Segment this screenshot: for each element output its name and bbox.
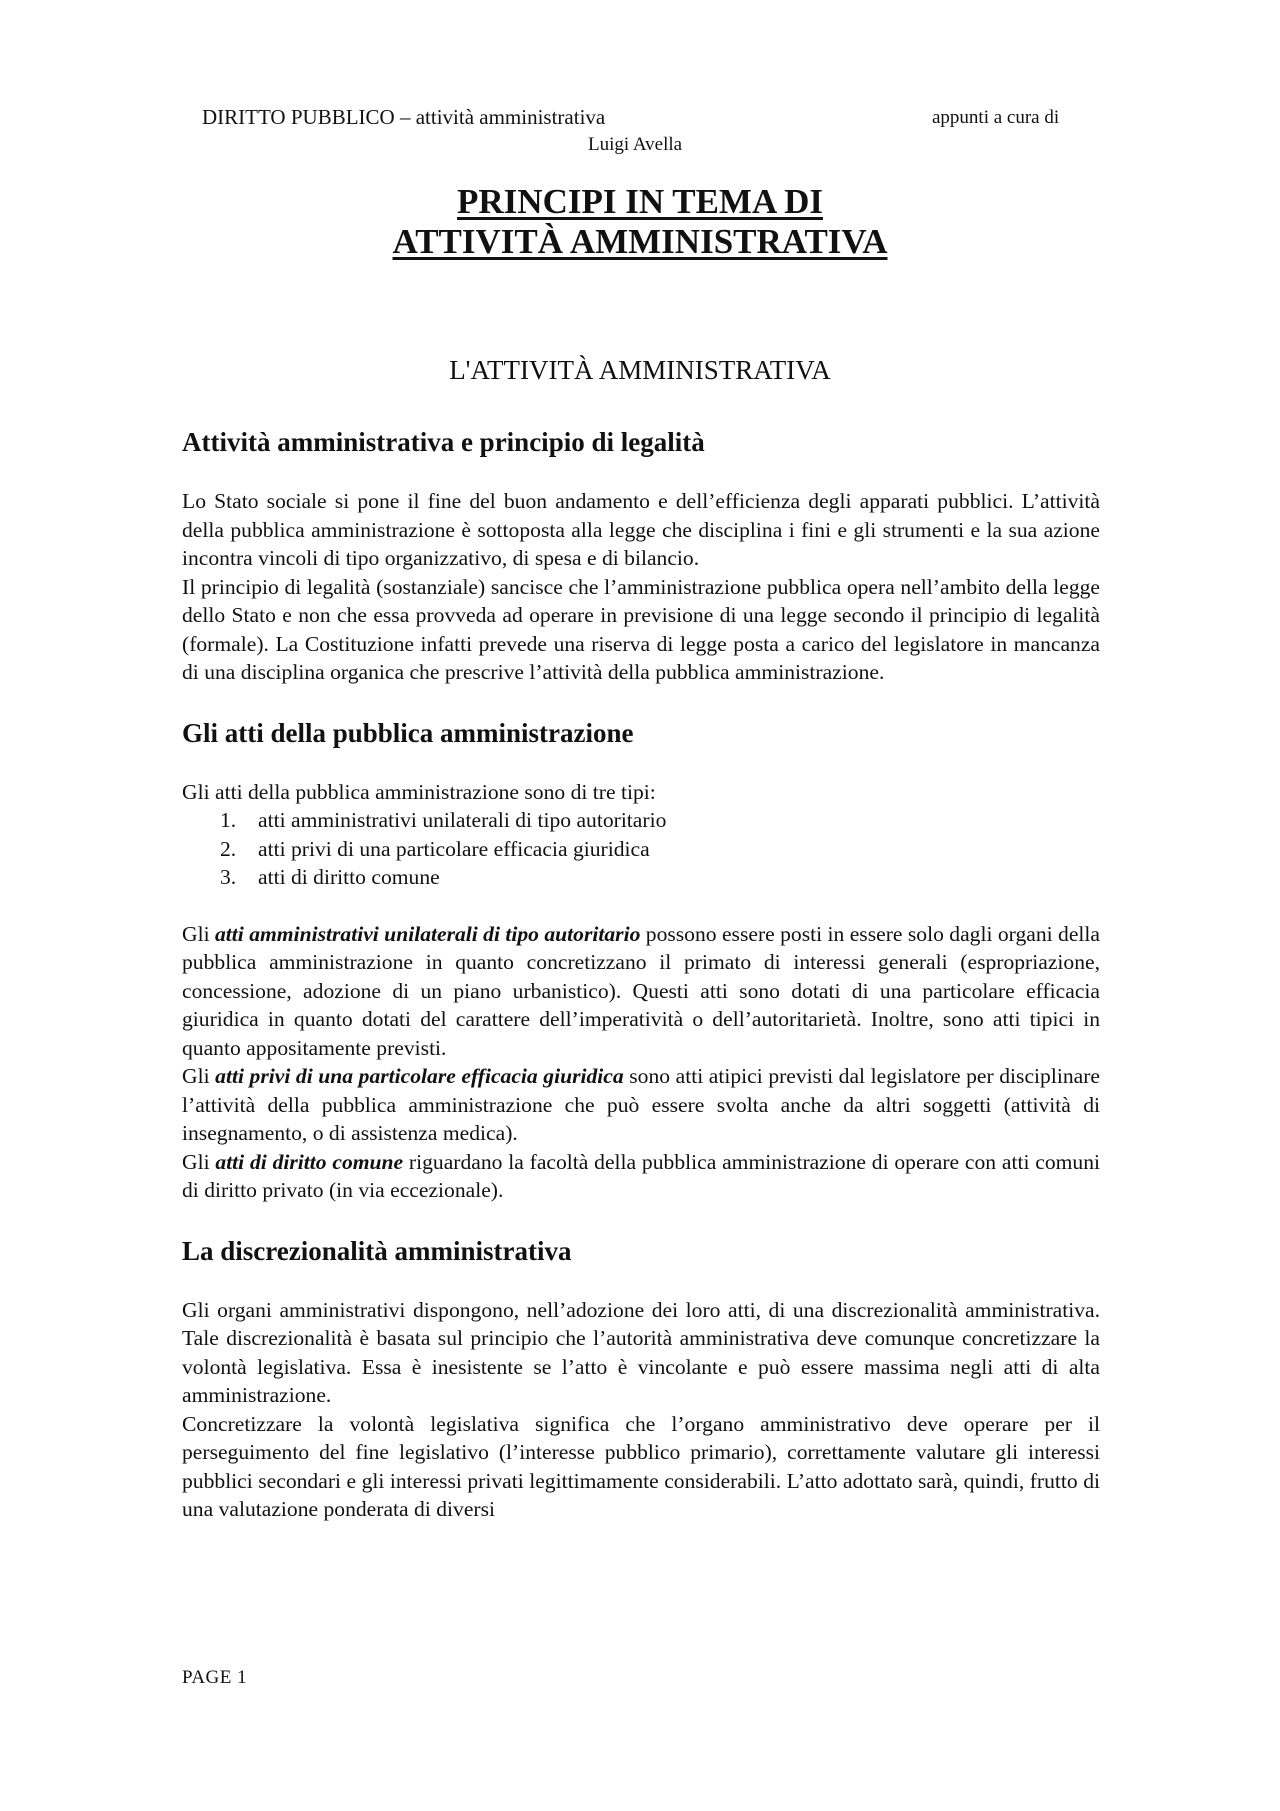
- list-item: [220, 863, 1100, 892]
- list-item-text: atti di diritto comune: [258, 865, 440, 889]
- heading-discrezionalita: La discrezionalità amministrativa: [182, 1235, 572, 1266]
- paragraph: Lo Stato sociale si pone il fine del buon andamento e dell’efficienza degli apparati pubblici. L’attività della pubblica amministrazione è sottoposta alla legge che disciplina i fini e gli strumenti e la sua azione incontra vincoli di tipo organizzativo, di spesa e di bilancio.: [182, 489, 1100, 570]
- text-run: riguardano la facoltà della pubblica amministrazione di operare con atti comuni di diritto privato (in via eccezionale).: [182, 1149, 1101, 1202]
- heading-legalita: Attività amministrativa e principio di legalità: [182, 427, 705, 457]
- header-course-title: DIRITTO PUBBLICO – attività amministrativa: [202, 105, 606, 129]
- list-item: [220, 835, 1100, 864]
- text-run: Gli: [182, 921, 215, 946]
- text-run: possono essere posti in essere solo dagli organi della pubblica amministrazione in quanto concretizzano il primato di interessi generali (espropriazione, concessione, adozione di un piano urbanistico). Questi atti sono dotati di una particolare efficacia giuridica in quanto dotati del carattere dell’imperatività o dell’autoritarietà. Inoltre, sono atti tipici in quanto appositamente previsti.: [182, 921, 1100, 1060]
- emphasis-term: atti amministrativi unilaterali di tipo autoritario: [215, 921, 641, 946]
- title-line-2: ATTIVITÀ AMMINISTRATIVA: [392, 222, 888, 261]
- list-number: 1.: [220, 808, 237, 832]
- emphasis-term: atti privi di una particolare efficacia giuridica: [215, 1064, 624, 1088]
- title-line-1: PRINCIPI IN TEMA DI: [457, 182, 823, 221]
- paragraph: Gli atti della pubblica amministrazione sono di tre tipi:: [182, 779, 656, 804]
- list-item: [220, 806, 1100, 835]
- heading-atti: Gli atti della pubblica amministrazione: [182, 717, 634, 748]
- paragraph: [182, 1062, 1100, 1148]
- document-title: [0, 182, 1280, 262]
- header-author: Luigi Avella: [588, 134, 683, 155]
- paragraph: Il principio di legalità (sostanziale) sancisce che l’amministrazione pubblica opera nell’ambito della legge dello Stato e non che essa provveda ad operare in previsione di una legge secondo il principio di legalità (formale). La Costituzione infatti prevede una riserva di legge posta a carico del legislatore in mancanza di una disciplina organica che prescrive l’attività della pubblica amministrazione.: [182, 574, 1100, 684]
- paragraph: [182, 920, 1100, 1063]
- numbered-list: [182, 806, 1100, 892]
- text-run: sono atti atipici previsti dal legislatore per disciplinare l’attività della pubblica amministrazione che può essere svolta anche da altri soggetti (attività di insegnamento, o di assistenza medica).: [182, 1064, 1100, 1145]
- list-item-text: atti privi di una particolare efficacia giuridica: [258, 836, 650, 861]
- paragraph: Gli organi amministrativi dispongono, nell’adozione dei loro atti, di una discrezionalità amministrativa. Tale discrezionalità è basata sul principio che l’autorità amministrativa deve comunque concretizzare la volontà legislativa. Essa è inesistente se l’atto è vincolante e può essere massima negli atti di alta amministrazione.: [182, 1297, 1100, 1407]
- list-number: 3.: [220, 865, 237, 889]
- list-item-text: atti amministrativi unilaterali di tipo autoritario: [258, 808, 667, 832]
- text-run: Gli: [182, 1149, 216, 1174]
- paragraph: [182, 1148, 1100, 1205]
- page-number: PAGE 1: [182, 1667, 248, 1688]
- text-run: Gli: [182, 1064, 216, 1088]
- list-number: 2.: [220, 836, 237, 861]
- paragraph: Concretizzare la volontà legislativa significa che l’organo amministrativo deve operare per il perseguimento del fine legislativo (l’interesse pubblico primario), correttamente valutare gli interessi pubblici secondari e gli interessi privati legittimamente considerabili. L’atto adottato sarà, quindi, frutto di una valutazione ponderata di diversi: [182, 1411, 1100, 1521]
- emphasis-term: atti di diritto comune: [215, 1149, 404, 1174]
- header-credit: appunti a cura di: [932, 107, 1060, 128]
- document-body: [182, 424, 1100, 1524]
- section-heading: L'ATTIVITÀ AMMINISTRATIVA: [449, 355, 831, 385]
